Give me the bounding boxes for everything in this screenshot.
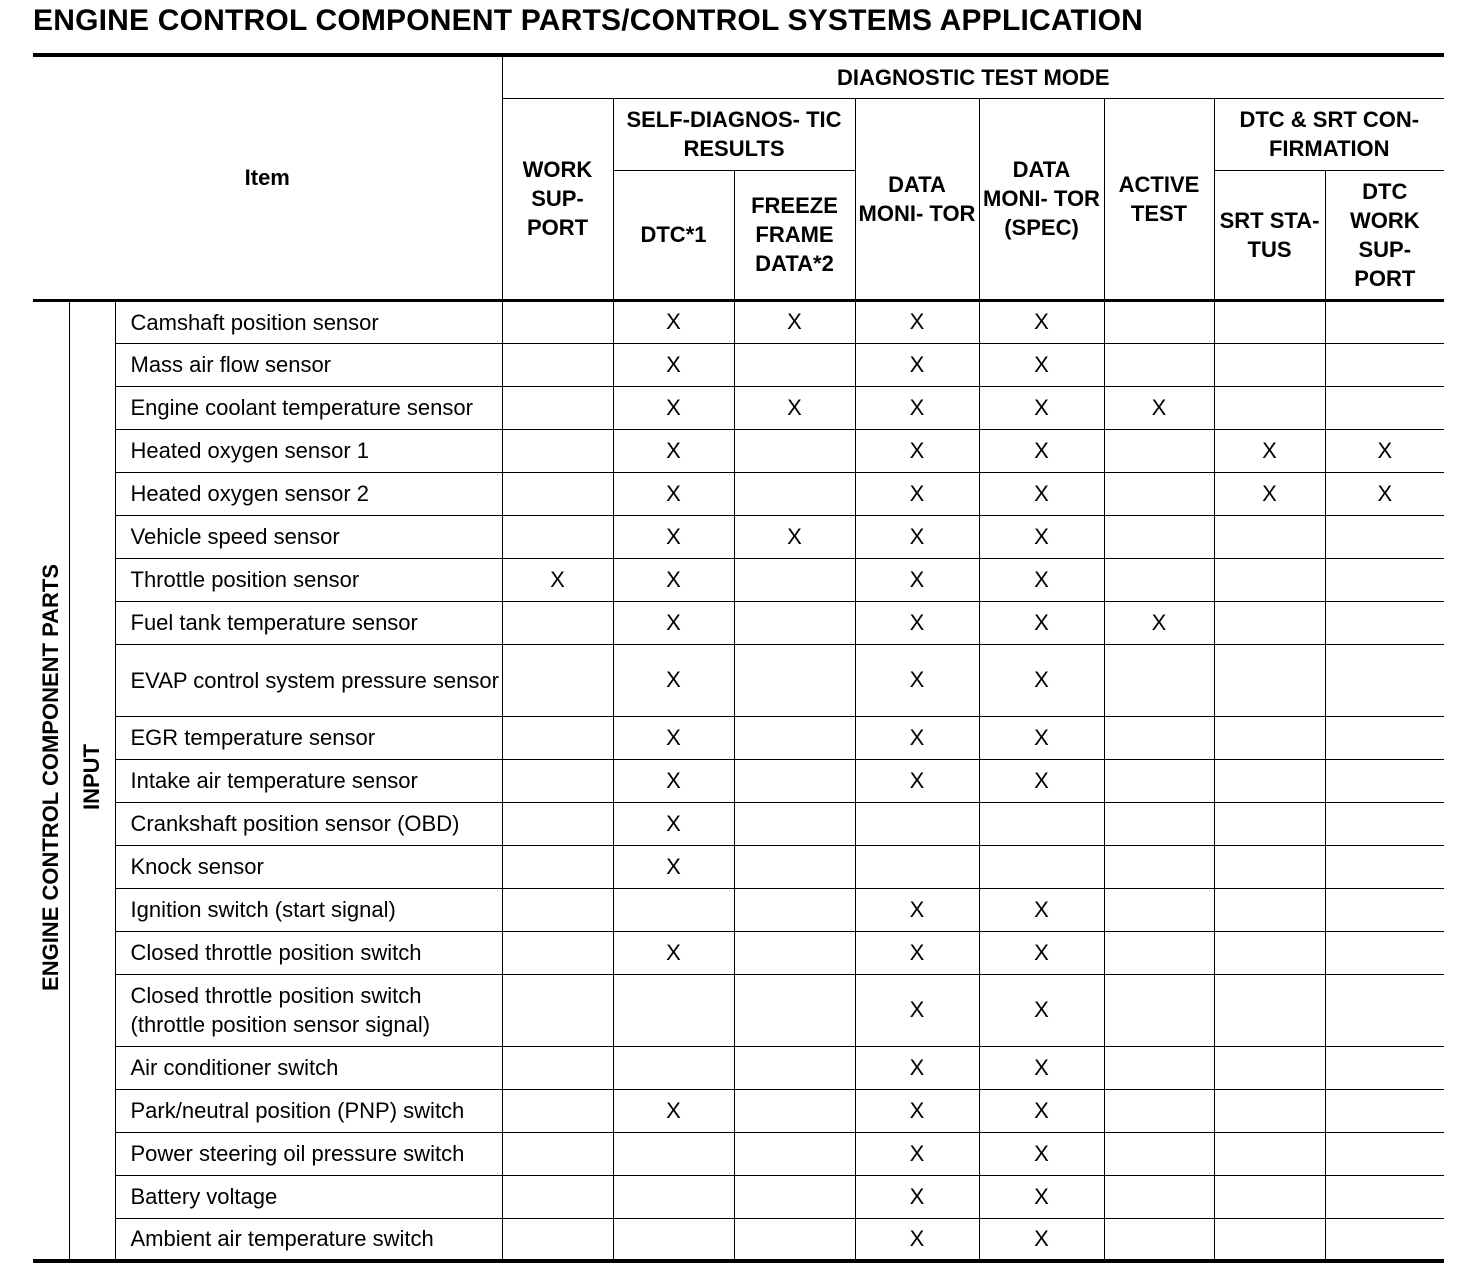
item-name: Closed throttle position switch (throttle position sensor signal) xyxy=(115,974,502,1046)
mark-cell xyxy=(1325,974,1444,1046)
mark-cell: X xyxy=(613,343,734,386)
mark-cell xyxy=(502,845,613,888)
diagnostic-test-mode-header: DIAGNOSTIC TEST MODE xyxy=(502,55,1444,98)
table-row xyxy=(33,644,1444,716)
mark-cell: X xyxy=(613,931,734,974)
mark-cell xyxy=(734,1218,855,1261)
mark-cell xyxy=(1104,1218,1214,1261)
data-monitor-spec-header: DATA MONI- TOR (SPEC) xyxy=(979,98,1104,300)
mark-cell xyxy=(613,1132,734,1175)
mark-cell: X xyxy=(979,974,1104,1046)
mark-cell xyxy=(979,802,1104,845)
mark-cell: X xyxy=(613,802,734,845)
mark-cell: X xyxy=(855,343,979,386)
mark-cell xyxy=(1214,1046,1325,1089)
mark-cell: X xyxy=(734,515,855,558)
mark-cell: X xyxy=(855,1089,979,1132)
mark-cell: X xyxy=(855,931,979,974)
mark-cell xyxy=(1214,343,1325,386)
mark-cell xyxy=(1214,386,1325,429)
subgroup-label: INPUT xyxy=(79,744,104,811)
mark-cell xyxy=(1214,802,1325,845)
mark-cell xyxy=(734,931,855,974)
mark-cell xyxy=(1104,644,1214,716)
item-name: Camshaft position sensor xyxy=(115,300,502,343)
mark-cell xyxy=(1214,888,1325,931)
mark-cell: X xyxy=(855,300,979,343)
mark-cell xyxy=(1104,716,1214,759)
mark-cell: X xyxy=(613,716,734,759)
mark-cell xyxy=(613,1218,734,1261)
mark-cell xyxy=(613,974,734,1046)
self-diagnostic-results-header: SELF-DIAGNOS- TIC RESULTS xyxy=(613,98,855,170)
mark-cell xyxy=(1214,1132,1325,1175)
mark-cell xyxy=(1325,1175,1444,1218)
mark-cell xyxy=(1104,1132,1214,1175)
mark-cell: X xyxy=(1325,429,1444,472)
mark-cell: X xyxy=(979,1132,1104,1175)
table-row xyxy=(33,802,1444,845)
application-table xyxy=(33,53,1444,1263)
mark-cell: X xyxy=(979,931,1104,974)
mark-cell xyxy=(1104,1175,1214,1218)
table-row xyxy=(33,300,1444,343)
mark-cell: X xyxy=(979,386,1104,429)
mark-cell xyxy=(855,845,979,888)
item-name: Throttle position sensor xyxy=(115,558,502,601)
mark-cell xyxy=(734,802,855,845)
table-row xyxy=(33,759,1444,802)
table-row xyxy=(33,1046,1444,1089)
table-row xyxy=(33,931,1444,974)
mark-cell xyxy=(613,888,734,931)
mark-cell xyxy=(502,429,613,472)
page-title: ENGINE CONTROL COMPONENT PARTS/CONTROL SYSTEMS APPLICATION xyxy=(33,4,1143,37)
mark-cell: X xyxy=(613,1089,734,1132)
active-test-header: ACTIVE TEST xyxy=(1104,98,1214,300)
mark-cell xyxy=(1214,931,1325,974)
mark-cell: X xyxy=(502,558,613,601)
mark-cell: X xyxy=(734,300,855,343)
mark-cell xyxy=(979,845,1104,888)
mark-cell: X xyxy=(855,1046,979,1089)
mark-cell xyxy=(1104,300,1214,343)
mark-cell xyxy=(734,888,855,931)
item-name: EGR temperature sensor xyxy=(115,716,502,759)
item-name: Heated oxygen sensor 2 xyxy=(115,472,502,515)
mark-cell xyxy=(734,601,855,644)
mark-cell: X xyxy=(613,759,734,802)
item-name: Crankshaft position sensor (OBD) xyxy=(115,802,502,845)
mark-cell xyxy=(734,974,855,1046)
mark-cell xyxy=(1104,802,1214,845)
mark-cell: X xyxy=(979,343,1104,386)
mark-cell xyxy=(734,1175,855,1218)
mark-cell xyxy=(734,716,855,759)
data-monitor-header: DATA MONI- TOR xyxy=(855,98,979,300)
mark-cell: X xyxy=(855,1218,979,1261)
item-name: Park/neutral position (PNP) switch xyxy=(115,1089,502,1132)
mark-cell: X xyxy=(1104,601,1214,644)
mark-cell xyxy=(734,644,855,716)
mark-cell: X xyxy=(613,429,734,472)
mark-cell xyxy=(502,759,613,802)
table-row xyxy=(33,515,1444,558)
mark-cell xyxy=(502,1089,613,1132)
mark-cell xyxy=(1325,802,1444,845)
mark-cell: X xyxy=(855,644,979,716)
mark-cell: X xyxy=(613,644,734,716)
mark-cell xyxy=(502,601,613,644)
mark-cell xyxy=(1325,888,1444,931)
group-label: ENGINE CONTROL COMPONENT PARTS xyxy=(37,563,63,991)
mark-cell xyxy=(502,802,613,845)
mark-cell xyxy=(1104,429,1214,472)
mark-cell: X xyxy=(979,515,1104,558)
mark-cell xyxy=(502,343,613,386)
mark-cell xyxy=(1104,558,1214,601)
mark-cell xyxy=(613,1175,734,1218)
mark-cell: X xyxy=(734,386,855,429)
mark-cell xyxy=(1214,1089,1325,1132)
mark-cell xyxy=(502,472,613,515)
group-label-cell xyxy=(33,300,69,1261)
mark-cell: X xyxy=(1214,472,1325,515)
subgroup-label-cell xyxy=(69,300,115,1261)
freeze-frame-header: FREEZE FRAME DATA*2 xyxy=(734,170,855,300)
mark-cell xyxy=(1104,472,1214,515)
table-row xyxy=(33,1089,1444,1132)
mark-cell xyxy=(502,300,613,343)
mark-cell xyxy=(1104,931,1214,974)
table-row xyxy=(33,343,1444,386)
mark-cell xyxy=(1325,716,1444,759)
mark-cell: X xyxy=(855,759,979,802)
mark-cell: X xyxy=(979,1089,1104,1132)
item-name: Heated oxygen sensor 1 xyxy=(115,429,502,472)
item-header: Item xyxy=(33,55,502,300)
mark-cell xyxy=(1325,1046,1444,1089)
mark-cell: X xyxy=(855,716,979,759)
mark-cell xyxy=(1325,300,1444,343)
mark-cell: X xyxy=(613,300,734,343)
mark-cell xyxy=(1104,974,1214,1046)
mark-cell: X xyxy=(855,515,979,558)
mark-cell xyxy=(1214,644,1325,716)
mark-cell: X xyxy=(613,558,734,601)
mark-cell: X xyxy=(979,300,1104,343)
mark-cell: X xyxy=(613,601,734,644)
mark-cell xyxy=(1325,515,1444,558)
mark-cell xyxy=(1214,300,1325,343)
mark-cell xyxy=(734,759,855,802)
mark-cell: X xyxy=(979,1218,1104,1261)
mark-cell xyxy=(1214,1175,1325,1218)
mark-cell: X xyxy=(855,601,979,644)
table-row xyxy=(33,888,1444,931)
mark-cell: X xyxy=(855,558,979,601)
mark-cell: X xyxy=(613,472,734,515)
item-name: Engine coolant temperature sensor xyxy=(115,386,502,429)
mark-cell xyxy=(1325,1218,1444,1261)
item-name: Closed throttle position switch xyxy=(115,931,502,974)
mark-cell: X xyxy=(979,429,1104,472)
item-name: Air conditioner switch xyxy=(115,1046,502,1089)
mark-cell: X xyxy=(613,515,734,558)
mark-cell xyxy=(734,429,855,472)
mark-cell xyxy=(613,1046,734,1089)
mark-cell xyxy=(1104,515,1214,558)
work-support-header: WORK SUP- PORT xyxy=(502,98,613,300)
mark-cell xyxy=(1214,974,1325,1046)
mark-cell: X xyxy=(855,1175,979,1218)
table-row xyxy=(33,1175,1444,1218)
mark-cell xyxy=(1214,1218,1325,1261)
item-name: EVAP control system pressure sensor xyxy=(115,644,502,716)
mark-cell xyxy=(734,1132,855,1175)
mark-cell xyxy=(1325,1132,1444,1175)
mark-cell xyxy=(1325,601,1444,644)
mark-cell xyxy=(502,1046,613,1089)
mark-cell xyxy=(1325,759,1444,802)
table-row xyxy=(33,429,1444,472)
mark-cell xyxy=(734,343,855,386)
mark-cell xyxy=(734,845,855,888)
mark-cell xyxy=(1104,343,1214,386)
mark-cell xyxy=(502,888,613,931)
mark-cell xyxy=(502,1218,613,1261)
mark-cell: X xyxy=(855,888,979,931)
item-name: Ambient air temperature switch xyxy=(115,1218,502,1261)
mark-cell: X xyxy=(979,601,1104,644)
mark-cell xyxy=(1325,343,1444,386)
mark-cell xyxy=(502,716,613,759)
mark-cell xyxy=(502,644,613,716)
mark-cell xyxy=(502,974,613,1046)
mark-cell: X xyxy=(613,386,734,429)
mark-cell: X xyxy=(855,974,979,1046)
mark-cell: X xyxy=(979,472,1104,515)
table-row xyxy=(33,1132,1444,1175)
mark-cell xyxy=(734,1046,855,1089)
mark-cell xyxy=(1325,558,1444,601)
item-name: Knock sensor xyxy=(115,845,502,888)
table-row xyxy=(33,472,1444,515)
mark-cell: X xyxy=(979,1175,1104,1218)
dtc-srt-confirmation-header: DTC & SRT CON- FIRMATION xyxy=(1214,98,1444,170)
mark-cell xyxy=(1325,1089,1444,1132)
mark-cell xyxy=(1214,601,1325,644)
mark-cell xyxy=(502,931,613,974)
mark-cell xyxy=(734,558,855,601)
mark-cell: X xyxy=(855,1132,979,1175)
mark-cell xyxy=(1104,1089,1214,1132)
table-row xyxy=(33,558,1444,601)
mark-cell: X xyxy=(855,472,979,515)
item-name: Intake air temperature sensor xyxy=(115,759,502,802)
item-name: Vehicle speed sensor xyxy=(115,515,502,558)
mark-cell xyxy=(1104,759,1214,802)
mark-cell: X xyxy=(979,1046,1104,1089)
mark-cell xyxy=(502,1175,613,1218)
mark-cell: X xyxy=(979,888,1104,931)
table-row xyxy=(33,716,1444,759)
mark-cell: X xyxy=(979,644,1104,716)
table-row xyxy=(33,974,1444,1046)
mark-cell xyxy=(1214,558,1325,601)
mark-cell: X xyxy=(1104,386,1214,429)
item-name: Fuel tank temperature sensor xyxy=(115,601,502,644)
mark-cell xyxy=(502,386,613,429)
mark-cell: X xyxy=(979,558,1104,601)
mark-cell xyxy=(1214,515,1325,558)
mark-cell xyxy=(1104,845,1214,888)
item-name: Power steering oil pressure switch xyxy=(115,1132,502,1175)
mark-cell: X xyxy=(855,386,979,429)
mark-cell xyxy=(734,1089,855,1132)
item-name: Battery voltage xyxy=(115,1175,502,1218)
mark-cell xyxy=(855,802,979,845)
mark-cell: X xyxy=(855,429,979,472)
table-row xyxy=(33,601,1444,644)
mark-cell xyxy=(1104,888,1214,931)
mark-cell xyxy=(1325,644,1444,716)
item-name: Mass air flow sensor xyxy=(115,343,502,386)
mark-cell xyxy=(1214,759,1325,802)
mark-cell xyxy=(734,472,855,515)
mark-cell: X xyxy=(979,716,1104,759)
dtc-work-support-header: DTC WORK SUP- PORT xyxy=(1325,170,1444,300)
table-row xyxy=(33,1218,1444,1261)
mark-cell xyxy=(1325,931,1444,974)
mark-cell: X xyxy=(613,845,734,888)
mark-cell: X xyxy=(1214,429,1325,472)
mark-cell: X xyxy=(979,759,1104,802)
mark-cell xyxy=(1325,386,1444,429)
mark-cell xyxy=(1214,845,1325,888)
mark-cell xyxy=(1214,716,1325,759)
dtc1-header: DTC*1 xyxy=(613,170,734,300)
item-name: Ignition switch (start signal) xyxy=(115,888,502,931)
table-row xyxy=(33,845,1444,888)
mark-cell xyxy=(502,515,613,558)
mark-cell xyxy=(1104,1046,1214,1089)
mark-cell xyxy=(1325,845,1444,888)
mark-cell: X xyxy=(1325,472,1444,515)
srt-status-header: SRT STA- TUS xyxy=(1214,170,1325,300)
table-row xyxy=(33,386,1444,429)
mark-cell xyxy=(502,1132,613,1175)
